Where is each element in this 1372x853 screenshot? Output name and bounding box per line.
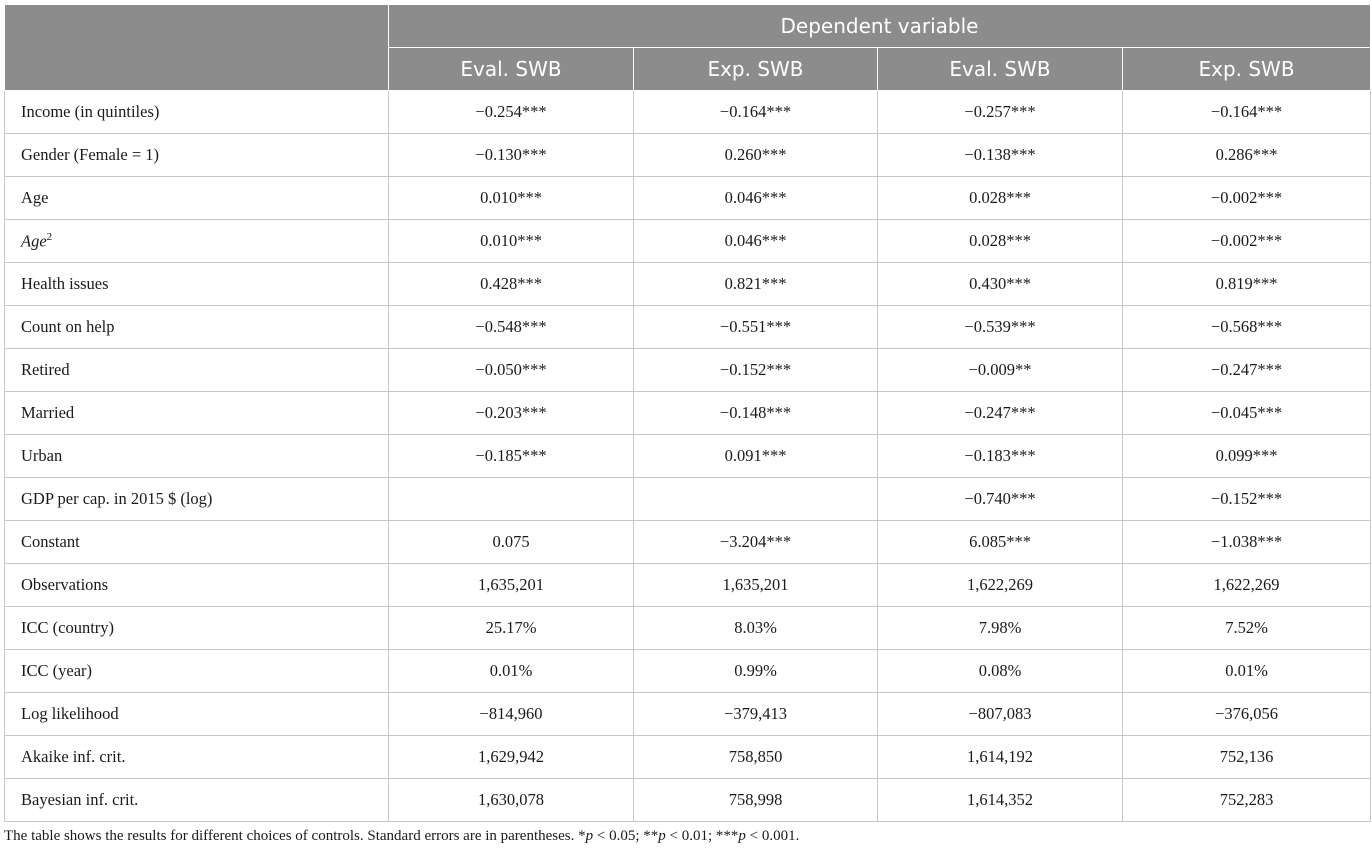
header-column-4: Exp. SWB — [1123, 48, 1371, 91]
footnote-p-var-2: p — [658, 828, 666, 844]
table-cell: 0.075 — [389, 521, 634, 564]
header-column-2: Exp. SWB — [634, 48, 878, 91]
table-cell: 1,630,078 — [389, 779, 634, 822]
row-label: Retired — [5, 349, 389, 392]
table-cell: −0.539*** — [878, 306, 1123, 349]
header-corner-cell — [5, 5, 389, 91]
table-row — [5, 521, 1371, 564]
row-label: Gender (Female = 1) — [5, 134, 389, 177]
table-cell — [389, 478, 634, 521]
table-cell: 0.08% — [878, 650, 1123, 693]
table-row — [5, 650, 1371, 693]
regression-table-container — [4, 4, 1370, 845]
table-row — [5, 177, 1371, 220]
table-cell: 25.17% — [389, 607, 634, 650]
row-label — [5, 220, 389, 263]
table-cell: −0.152*** — [1123, 478, 1371, 521]
table-cell — [634, 478, 878, 521]
footnote-p-threshold-3: < 0.001. — [745, 828, 800, 844]
table-cell: 758,850 — [634, 736, 878, 779]
regression-table — [4, 4, 1371, 822]
table-cell: 7.98% — [878, 607, 1123, 650]
table-cell: 752,136 — [1123, 736, 1371, 779]
table-cell: 0.286*** — [1123, 134, 1371, 177]
row-label: Count on help — [5, 306, 389, 349]
table-cell: −0.247*** — [1123, 349, 1371, 392]
row-label: Akaike inf. crit. — [5, 736, 389, 779]
table-row — [5, 349, 1371, 392]
row-label: Urban — [5, 435, 389, 478]
table-cell: −814,960 — [389, 693, 634, 736]
table-cell: −0.568*** — [1123, 306, 1371, 349]
table-cell: −0.164*** — [1123, 91, 1371, 134]
table-cell: 1,635,201 — [634, 564, 878, 607]
table-cell: 7.52% — [1123, 607, 1371, 650]
row-label: Log likelihood — [5, 693, 389, 736]
table-row — [5, 693, 1371, 736]
table-cell: 0.010*** — [389, 220, 634, 263]
table-cell: 0.428*** — [389, 263, 634, 306]
table-header — [5, 5, 1371, 91]
table-row — [5, 564, 1371, 607]
table-cell: −0.148*** — [634, 392, 878, 435]
table-body — [5, 91, 1371, 822]
footnote-p-var-1: p — [585, 828, 594, 844]
table-cell: −0.152*** — [634, 349, 878, 392]
table-row — [5, 134, 1371, 177]
table-cell: 1,629,942 — [389, 736, 634, 779]
header-group-label: Dependent variable — [389, 5, 1371, 48]
table-cell: 0.046*** — [634, 177, 878, 220]
table-cell: −0.203*** — [389, 392, 634, 435]
table-cell: −1.038*** — [1123, 521, 1371, 564]
row-label-superscript: 2 — [46, 230, 53, 243]
row-label: Observations — [5, 564, 389, 607]
row-label: GDP per cap. in 2015 $ (log) — [5, 478, 389, 521]
header-column-3: Eval. SWB — [878, 48, 1123, 91]
table-cell: −0.183*** — [878, 435, 1123, 478]
table-cell: 0.091*** — [634, 435, 878, 478]
table-cell: −0.185*** — [389, 435, 634, 478]
table-cell: 0.01% — [389, 650, 634, 693]
table-row — [5, 478, 1371, 521]
table-row — [5, 435, 1371, 478]
table-cell: 1,622,269 — [1123, 564, 1371, 607]
table-cell: −807,083 — [878, 693, 1123, 736]
table-row — [5, 779, 1371, 822]
table-cell: −379,413 — [634, 693, 878, 736]
row-label: Age — [5, 177, 389, 220]
table-cell: 758,998 — [634, 779, 878, 822]
table-row — [5, 392, 1371, 435]
table-cell: −0.551*** — [634, 306, 878, 349]
table-cell: 0.99% — [634, 650, 878, 693]
table-cell: −0.138*** — [878, 134, 1123, 177]
table-cell: 0.430*** — [878, 263, 1123, 306]
row-label: ICC (country) — [5, 607, 389, 650]
table-cell: 0.01% — [1123, 650, 1371, 693]
table-cell: 0.099*** — [1123, 435, 1371, 478]
row-label: ICC (year) — [5, 650, 389, 693]
row-label: Health issues — [5, 263, 389, 306]
footnote-p-threshold-1: < 0.05; ** — [593, 828, 659, 844]
table-cell: −0.002*** — [1123, 177, 1371, 220]
table-cell: −3.204*** — [634, 521, 878, 564]
table-cell: 1,614,352 — [878, 779, 1123, 822]
table-cell: −0.009** — [878, 349, 1123, 392]
table-cell: −0.164*** — [634, 91, 878, 134]
table-row — [5, 607, 1371, 650]
table-cell: 8.03% — [634, 607, 878, 650]
table-cell: −0.254*** — [389, 91, 634, 134]
row-label: Bayesian inf. crit. — [5, 779, 389, 822]
table-cell: 6.085*** — [878, 521, 1123, 564]
table-cell: −0.247*** — [878, 392, 1123, 435]
table-cell: 1,614,192 — [878, 736, 1123, 779]
table-cell: −0.045*** — [1123, 392, 1371, 435]
row-label: Income (in quintiles) — [5, 91, 389, 134]
footnote-p-var-3: p — [738, 828, 746, 844]
table-row — [5, 736, 1371, 779]
table-cell: −0.548*** — [389, 306, 634, 349]
table-row — [5, 220, 1371, 263]
table-footnote — [4, 828, 1370, 845]
table-cell: 752,283 — [1123, 779, 1371, 822]
table-cell: 0.028*** — [878, 177, 1123, 220]
table-cell: 0.819*** — [1123, 263, 1371, 306]
table-cell: 0.010*** — [389, 177, 634, 220]
table-cell: −0.740*** — [878, 478, 1123, 521]
header-column-1: Eval. SWB — [389, 48, 634, 91]
footnote-p-threshold-2: < 0.01; *** — [665, 828, 739, 844]
table-row — [5, 263, 1371, 306]
row-label-text: Age — [21, 231, 47, 251]
table-cell: −0.050*** — [389, 349, 634, 392]
table-cell: −0.002*** — [1123, 220, 1371, 263]
table-cell: 0.028*** — [878, 220, 1123, 263]
table-cell: 0.260*** — [634, 134, 878, 177]
table-cell: −0.257*** — [878, 91, 1123, 134]
table-row — [5, 306, 1371, 349]
table-cell: 1,622,269 — [878, 564, 1123, 607]
table-cell: −376,056 — [1123, 693, 1371, 736]
table-cell: 0.046*** — [634, 220, 878, 263]
table-cell: −0.130*** — [389, 134, 634, 177]
table-row — [5, 91, 1371, 134]
table-cell: 0.821*** — [634, 263, 878, 306]
row-label: Constant — [5, 521, 389, 564]
table-cell: 1,635,201 — [389, 564, 634, 607]
row-label: Married — [5, 392, 389, 435]
footnote-prefix: The table shows the results for different choices of controls. Standard errors are in parentheses. * — [4, 828, 586, 844]
